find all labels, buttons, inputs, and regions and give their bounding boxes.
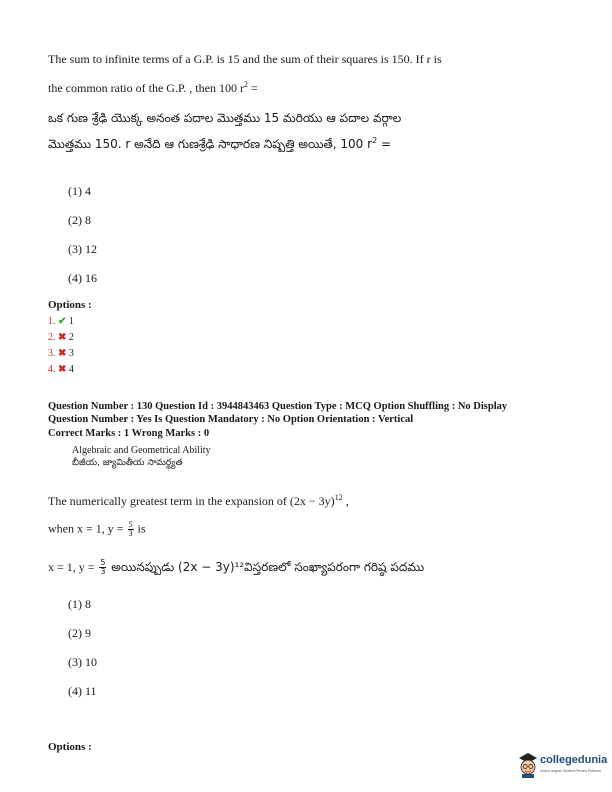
q1-option-2: (2) 8 [68,213,91,227]
q1-text-line1: The sum to infinite terms of a G.P. is 15 and the sum of their squares is 150. If r is [48,52,442,66]
fraction-numerator: 5 [128,520,133,529]
q2-line1-sup: 12 [334,493,343,502]
q2-telugu-suffix: అయినప్పుడు (2x − 3y)¹²విస్తరణలో సంఖ్యాపరంగా గరిష్ఠ పదము [111,560,425,574]
cross-icon: ✖ [58,332,67,343]
answer-number: 3. [48,348,56,359]
answer-number: 1. [48,316,56,327]
q1-answer-4 [48,364,74,375]
logo-name: collegedunia [540,754,608,766]
q1-text-line2 [48,80,258,96]
collegedunia-logo [518,752,608,782]
answer-value: 1 [68,316,74,327]
q1-option-1: (1) 4 [68,184,91,198]
fraction [128,521,134,538]
check-icon: ✔ [58,316,67,327]
q1-line2-suffix: = [247,81,258,95]
answer-value: 3 [68,348,74,359]
logo-tagline: India's largest Student Review Platform [540,769,601,773]
q1-line2-sup: 2 [243,80,248,89]
q2-line1-prefix: The numerically greatest term in the expansion of (2x − 3y) [48,494,335,508]
q2-telugu-line [48,559,424,577]
answer-value: 2 [68,332,74,343]
cross-icon: ✖ [58,364,67,375]
q1-option-3: (3) 12 [68,242,97,256]
question-meta-line3: Correct Marks : 1 Wrong Marks : 0 [48,428,210,439]
q2-line2-suffix: is [137,521,146,536]
section-title-english: Algebraic and Geometrical Ability [72,445,211,456]
q2-option-3: (3) 10 [68,655,97,669]
q2-options-label: Options : [48,741,92,753]
q1-telugu2-suffix: = [377,137,392,151]
answer-value: 4 [68,364,74,375]
q1-telugu-line2 [48,136,391,154]
cross-icon: ✖ [58,348,67,359]
fraction-denominator: 3 [100,567,106,576]
q2-text-line1 [48,493,349,509]
q1-answer-1 [48,316,74,327]
answer-number: 4. [48,364,56,375]
q2-option-4: (4) 11 [68,684,97,698]
q1-line2-prefix: the common ratio of the G.P. , then 100 r [48,81,244,95]
answer-number: 2. [48,332,56,343]
q1-telugu2-sup: 2 [372,136,378,145]
fraction-denominator: 3 [128,529,133,538]
q2-telugu-prefix: x = 1, y = [48,560,95,574]
q2-option-2: (2) 9 [68,626,91,640]
fraction-numerator: 5 [100,558,106,567]
q1-telugu2-prefix: మొత్తము 150. r అనేది ఆ గుణశ్రేఢి సాధారణ నిష్పత్తి అయితే, 100 r [48,137,373,151]
q2-line2-prefix: when x = 1, y = [48,521,124,536]
q1-option-4: (4) 16 [68,271,97,285]
q2-line1-suffix: , [342,494,349,508]
fraction [99,559,106,576]
q1-answer-2 [48,332,74,343]
question-meta-line1: Question Number : 130 Question Id : 3944843463 Question Type : MCQ Option Shuffling : No Display [48,401,508,412]
q1-telugu-line1: ఒక గుణ శ్రేఢి యొక్క అనంత పదాల మొత్తము 15 మరియు ఆ పదాల వర్గాల [48,111,402,125]
q2-text-line2 [48,521,146,538]
graduate-avatar-icon [518,752,538,778]
section-title-telugu: బీజీయ, జ్యామితీయ సామర్థ్యత [72,458,183,468]
q1-answer-3 [48,348,74,359]
q1-options-label: Options : [48,299,92,311]
q2-option-1: (1) 8 [68,597,91,611]
question-meta-line2: Question Number : Yes Is Question Mandatory : No Option Orientation : Vertical [48,414,414,425]
